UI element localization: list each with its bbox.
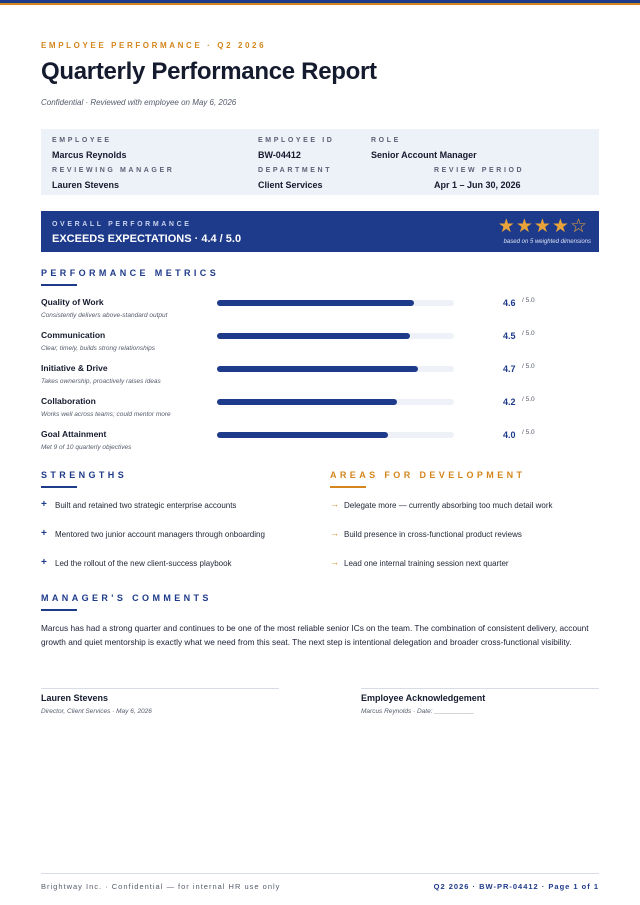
metric-description: Consistently delivers above-standard output	[41, 312, 168, 319]
top-band-accent	[0, 3, 640, 5]
metric-row	[41, 429, 599, 459]
metric-row	[41, 330, 599, 360]
metric-name: Collaboration	[41, 396, 96, 406]
star-filled-icon: ★	[551, 216, 569, 237]
plus-icon: +	[41, 499, 47, 510]
metric-score: 4.5	[503, 331, 516, 341]
metric-bar-fill	[217, 366, 418, 372]
report-eyebrow: EMPLOYEE PERFORMANCE · Q2 2026	[41, 41, 267, 50]
metric-row	[41, 396, 599, 426]
metric-bar-track	[217, 366, 454, 372]
metric-bar-track	[217, 399, 454, 405]
development-item: Build presence in cross-functional product reviews	[344, 530, 522, 539]
metric-name: Quality of Work	[41, 297, 104, 307]
metric-score: 4.0	[503, 430, 516, 440]
metric-name: Goal Attainment	[41, 429, 107, 439]
role-value: Senior Account Manager	[371, 150, 477, 160]
star-filled-icon: ★	[497, 216, 515, 237]
strength-item: Mentored two junior account managers through onboarding	[55, 530, 265, 539]
manager-signature-details: Director, Client Services · May 6, 2026	[41, 708, 152, 715]
development-item: Lead one internal training session next quarter	[344, 559, 509, 568]
comments-heading: MANAGER'S COMMENTS	[41, 593, 212, 603]
overall-performance-banner	[41, 211, 599, 252]
star-empty-icon: ☆	[569, 216, 587, 237]
manager-signature-name: Lauren Stevens	[41, 693, 109, 703]
employee-info-panel	[41, 129, 599, 195]
manager-comments: Marcus has had a strong quarter and continues to be one of the most reliable senior ICs on the team. The combination of consistent delivery, account growth and quiet mentorship is exactly what we need from this seat. The next step is intentional delegation and broader cross-functional visibility.	[41, 623, 589, 647]
strengths-heading-rule	[41, 486, 77, 488]
metric-score: 4.7	[503, 364, 516, 374]
metric-max: / 5.0	[522, 330, 535, 337]
role-label: ROLE	[371, 137, 401, 144]
plus-icon: +	[41, 557, 47, 568]
employee-label: EMPLOYEE	[52, 137, 112, 144]
overall-label: OVERALL PERFORMANCE	[52, 221, 192, 228]
report-subline: Confidential · Reviewed with employee on May 6, 2026	[41, 98, 237, 107]
employee-id-value: BW-04412	[258, 150, 301, 160]
employee-id-label: EMPLOYEE ID	[258, 137, 335, 144]
employee-acknowledgement-details: Marcus Reynolds · Date: ___________	[361, 708, 475, 715]
department-value: Client Services	[258, 180, 323, 190]
metrics-heading: PERFORMANCE METRICS	[41, 268, 220, 278]
arrow-right-icon: →	[330, 528, 339, 538]
footer-company: Brightway Inc. · Confidential — for internal HR use only	[41, 882, 281, 891]
metric-row	[41, 363, 599, 393]
metric-name: Initiative & Drive	[41, 363, 108, 373]
development-item: Delegate more — currently absorbing too much detail work	[344, 501, 553, 510]
metric-max: / 5.0	[522, 363, 535, 370]
footer-page-info: Q2 2026 · BW-PR-04412 · Page 1 of 1	[433, 882, 599, 891]
arrow-right-icon: →	[330, 557, 339, 567]
metric-bar-fill	[217, 300, 414, 306]
manager-label: REVIEWING MANAGER	[52, 167, 175, 174]
metric-max: / 5.0	[522, 429, 535, 436]
star-filled-icon: ★	[533, 216, 551, 237]
metric-row	[41, 297, 599, 327]
strength-item: Led the rollout of the new client-success playbook	[55, 559, 232, 568]
metric-description: Clear, timely, builds strong relationships	[41, 345, 156, 352]
star-filled-icon: ★	[515, 216, 533, 237]
metrics-heading-rule	[41, 284, 77, 286]
comments-heading-rule	[41, 609, 77, 611]
metric-max: / 5.0	[522, 396, 535, 403]
strength-item: Built and retained two strategic enterprise accounts	[55, 501, 237, 510]
metric-description: Works well across teams; could mentor more	[41, 411, 171, 418]
metric-max: / 5.0	[522, 297, 535, 304]
manager-signature-line	[41, 688, 279, 689]
department-label: DEPARTMENT	[258, 167, 333, 174]
metric-bar-track	[217, 300, 454, 306]
page-title: Quarterly Performance Report	[41, 58, 377, 85]
footer-rule	[41, 873, 599, 874]
metric-name: Communication	[41, 330, 106, 340]
development-heading-rule	[330, 486, 366, 488]
manager-value: Lauren Stevens	[52, 180, 120, 190]
overall-rating: EXCEEDS EXPECTATIONS · 4.4 / 5.0	[52, 233, 242, 245]
arrow-right-icon: →	[330, 499, 339, 509]
strengths-heading: STRENGTHS	[41, 470, 128, 480]
review-period-label: REVIEW PERIOD	[434, 167, 525, 174]
metric-score: 4.2	[503, 397, 516, 407]
employee-value: Marcus Reynolds	[52, 150, 127, 160]
metric-score: 4.6	[503, 298, 516, 308]
employee-signature-line	[361, 688, 599, 689]
metric-bar-track	[217, 432, 454, 438]
metric-description: Met 9 of 10 quarterly objectives	[41, 444, 132, 451]
overall-note: based on 5 weighted dimensions	[503, 239, 591, 245]
metric-bar-fill	[217, 333, 410, 339]
metric-bar-fill	[217, 399, 397, 405]
metric-description: Takes ownership, proactively raises ideas	[41, 378, 161, 385]
employee-acknowledgement-title: Employee Acknowledgement	[361, 693, 486, 703]
metric-bar-track	[217, 333, 454, 339]
rating-stars	[498, 217, 587, 237]
metric-bar-fill	[217, 432, 388, 438]
development-heading: AREAS FOR DEVELOPMENT	[330, 470, 526, 480]
plus-icon: +	[41, 528, 47, 539]
review-period-value: Apr 1 – Jun 30, 2026	[434, 180, 521, 190]
